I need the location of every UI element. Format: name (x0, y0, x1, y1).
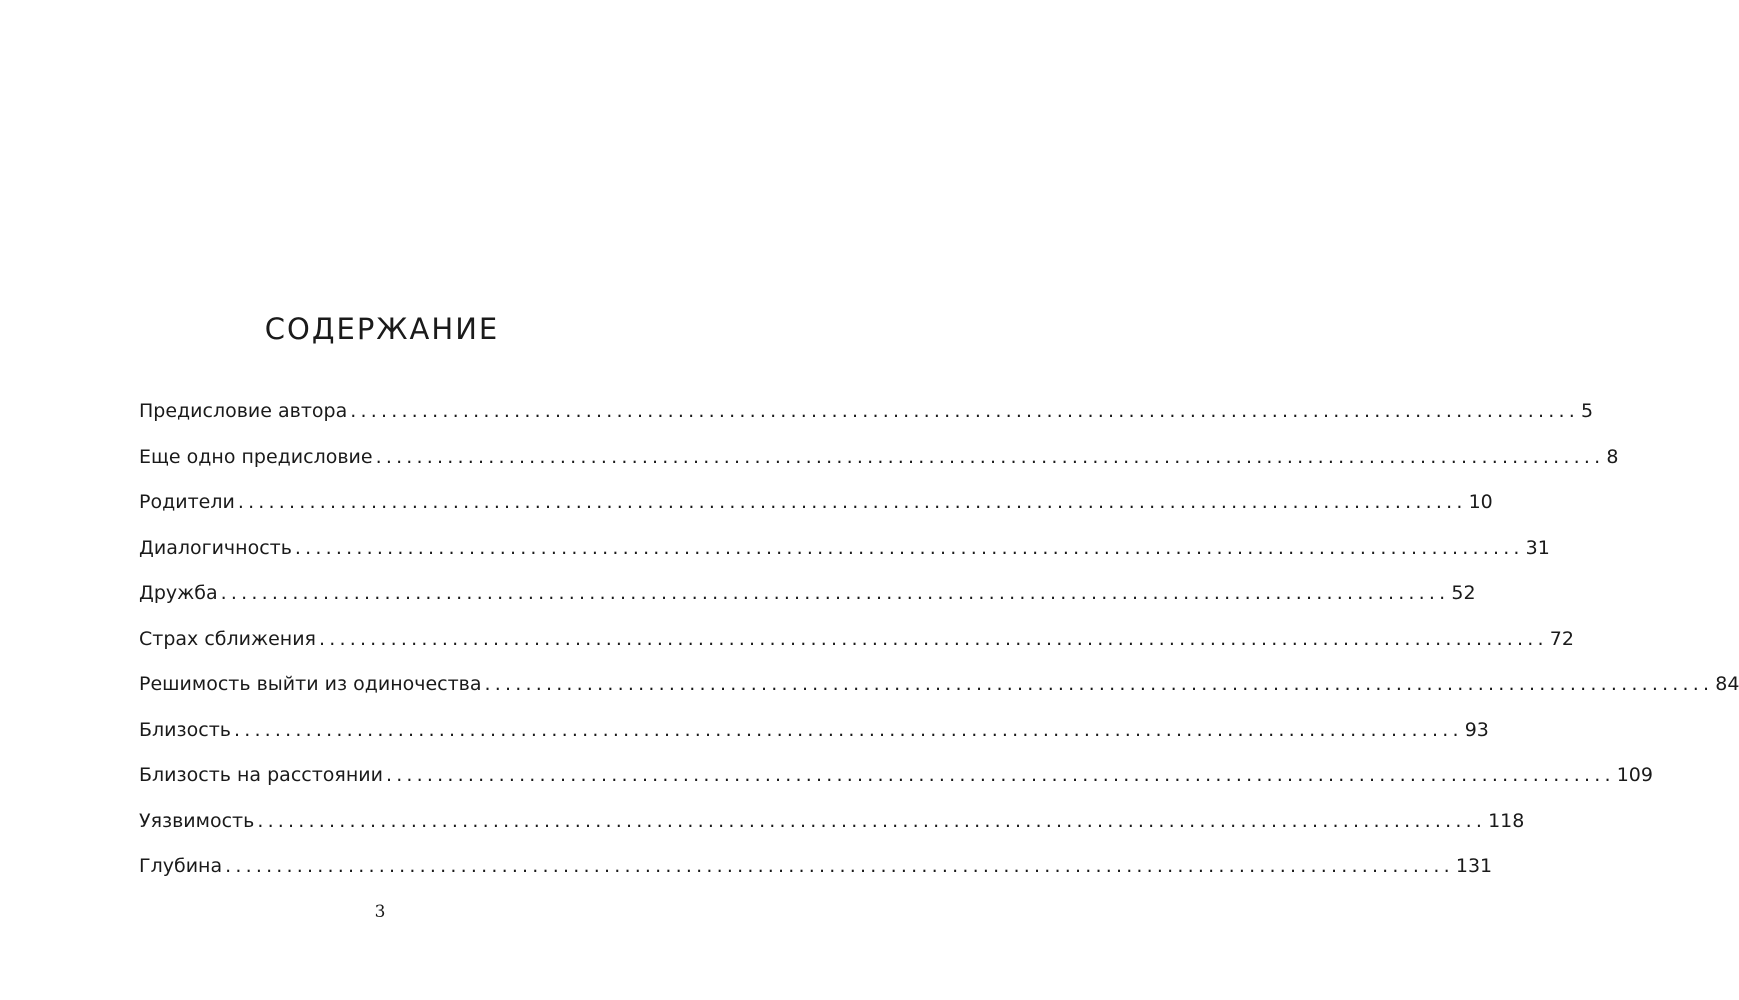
toc-leader-dots: ........................................................................................................................ (375, 445, 1605, 468)
toc-entry-label: Уязвимость (139, 809, 255, 832)
toc-entry-label: Предисловие автора (139, 400, 348, 422)
toc-leader-dots: ........................................................................................................................ (233, 718, 1463, 741)
toc-leader-dots: ........................................................................................................................ (318, 627, 1548, 650)
toc-entry-page: 131 (1455, 855, 1493, 877)
toc-entry-page: 5 (1581, 400, 1594, 422)
toc-leader-dots: ........................................................................................................................ (484, 673, 1714, 695)
toc-entry (139, 396, 1594, 442)
toc-leader-dots: ........................................................................................................................ (220, 582, 1450, 604)
toc-entry (139, 806, 1525, 852)
toc-entry-label: Дружба (139, 582, 218, 604)
toc-list (139, 396, 1739, 897)
toc-entry (139, 760, 1653, 806)
page-number: 3 (374, 902, 386, 922)
toc-entry-page: 52 (1451, 582, 1476, 604)
toc-entry-label: Страх сближения (139, 627, 316, 650)
toc-entry-label: Родители (139, 491, 235, 513)
toc-entry (139, 715, 1489, 761)
toc-entry-page: 31 (1525, 536, 1550, 559)
toc-entry (139, 533, 1550, 579)
toc-entry (139, 851, 1493, 897)
toc-leader-dots: ........................................................................................................................ (350, 400, 1579, 422)
toc-entry (139, 624, 1574, 670)
toc-entry-page: 8 (1606, 445, 1619, 468)
toc-entry-label: Близость на расстоянии (139, 764, 383, 786)
toc-entry-page: 93 (1464, 718, 1489, 741)
toc-entry-label: Глубина (139, 855, 223, 877)
toc-entry (139, 669, 1739, 715)
toc-entry-page: 84 (1715, 673, 1739, 695)
toc-entry-page: 10 (1468, 491, 1493, 513)
toc-entry-page: 109 (1616, 764, 1653, 786)
toc-leader-dots: ........................................................................................................................ (225, 855, 1454, 877)
toc-entry-label: Решимость выйти из одиночества (139, 673, 482, 695)
toc-entry-label: Близость (139, 718, 231, 741)
toc-leader-dots: ........................................................................................................................ (294, 536, 1524, 559)
toc-entry-label: Еще одно предисловие (139, 445, 373, 468)
toc-entry-page: 118 (1488, 809, 1525, 832)
toc-entry (139, 442, 1619, 488)
toc-entry (139, 487, 1493, 533)
toc-leader-dots: ........................................................................................................................ (385, 764, 1615, 786)
toc-leader-dots: ........................................................................................................................ (257, 809, 1487, 832)
toc-entry-label: Диалогичность (139, 536, 292, 559)
toc-title: СОДЕРЖАНИЕ (264, 312, 500, 346)
toc-entry (139, 578, 1476, 624)
toc-entry-page: 72 (1549, 627, 1574, 650)
toc-leader-dots: ........................................................................................................................ (237, 491, 1467, 513)
